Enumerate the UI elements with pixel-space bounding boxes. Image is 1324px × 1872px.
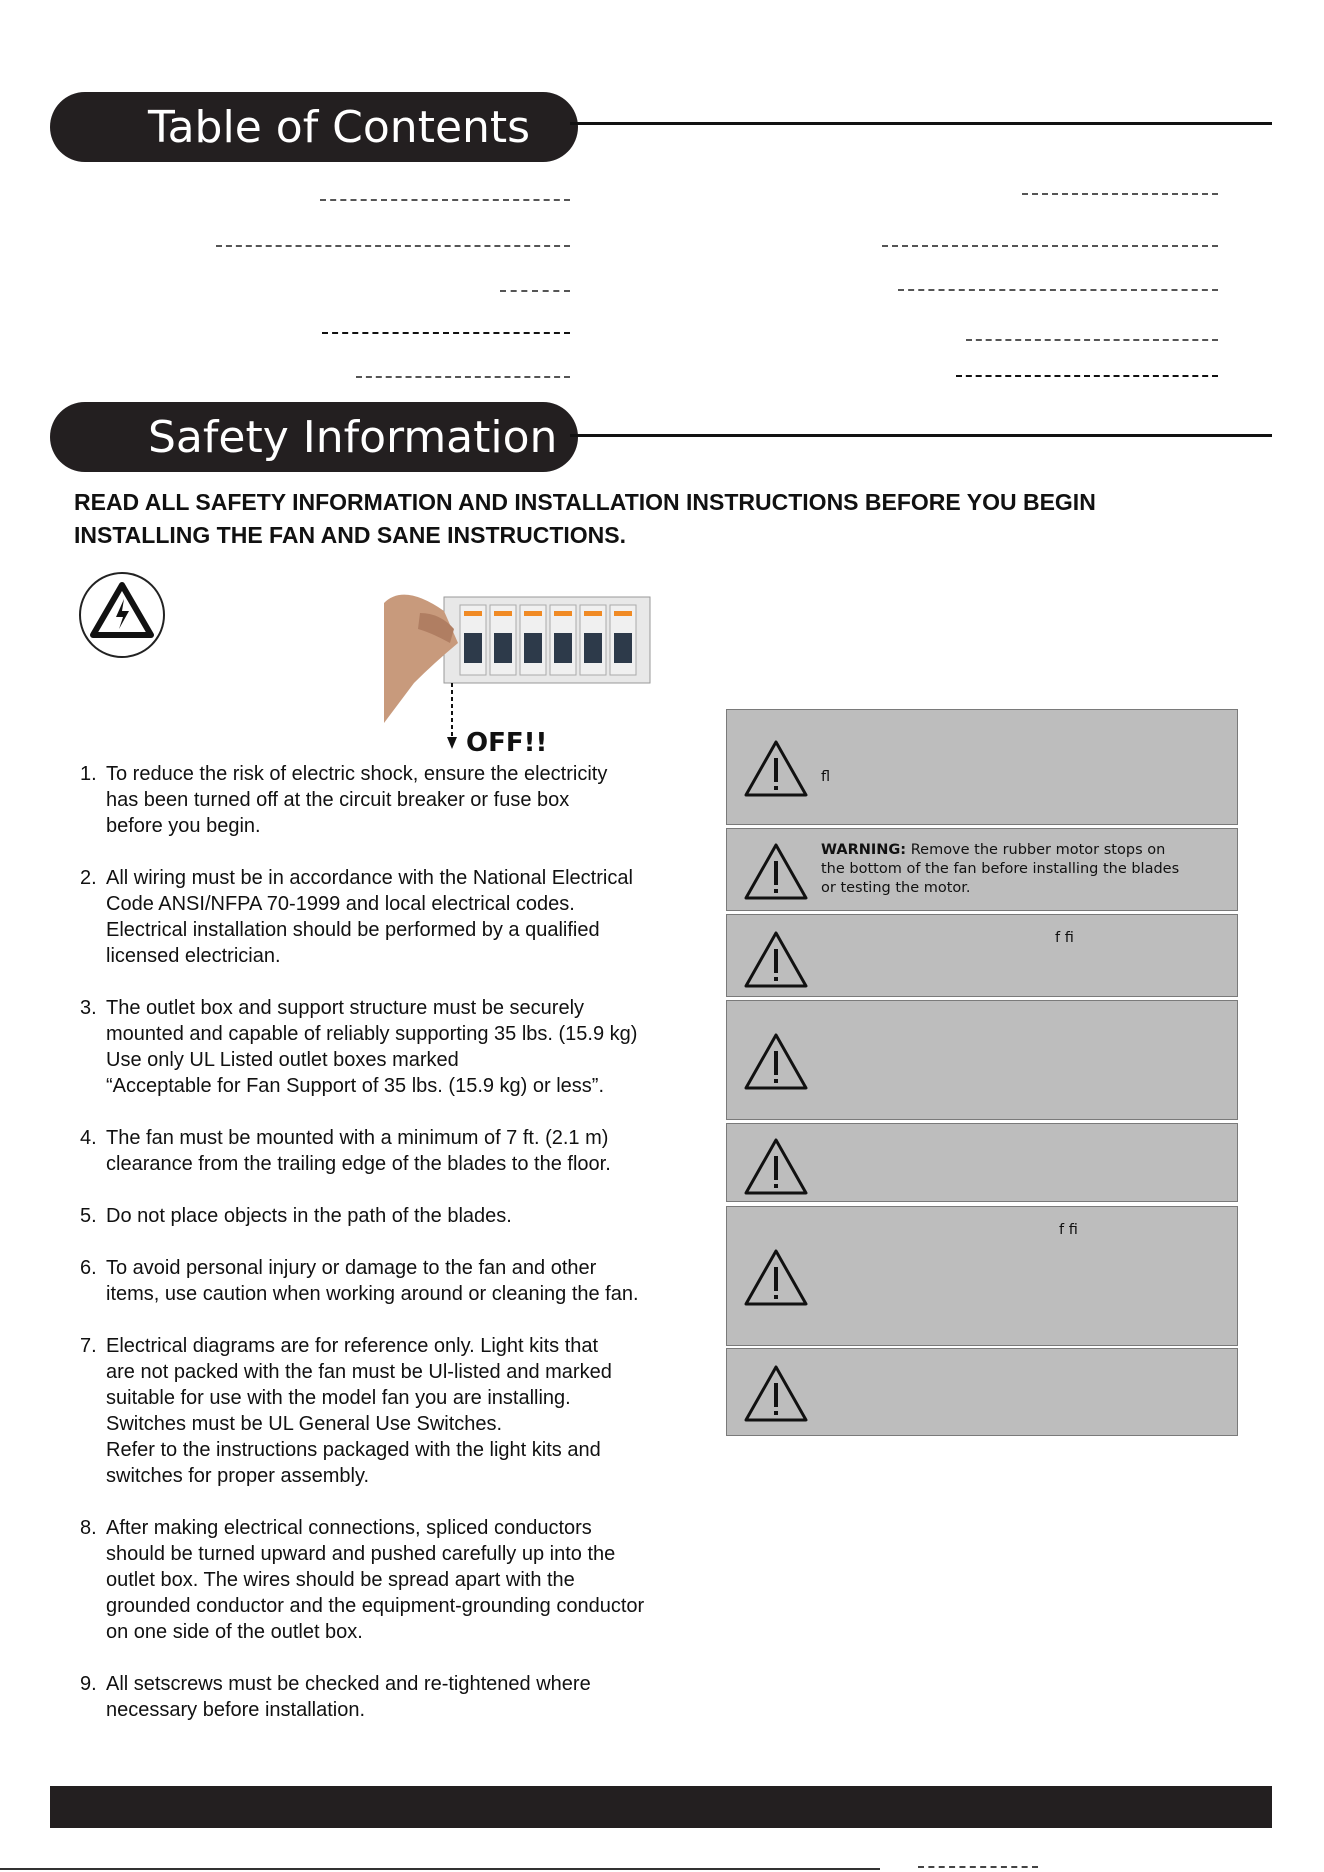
rule-line: grounded conductor and the equipment-grounding conductor bbox=[106, 1595, 645, 1617]
warning-box bbox=[726, 709, 1238, 825]
caution-triangle-icon bbox=[743, 841, 809, 901]
safety-title: Safety Information bbox=[148, 412, 558, 463]
safety-header bbox=[50, 402, 578, 472]
rule-line: on one side of the outlet box. bbox=[106, 1621, 363, 1643]
safety-rule bbox=[80, 1203, 720, 1229]
toc-header bbox=[50, 92, 578, 162]
rule-line: To reduce the risk of electric shock, ensure the electricity bbox=[106, 763, 608, 785]
warning-box bbox=[726, 1123, 1238, 1202]
safety-rule bbox=[80, 1125, 720, 1177]
safety-rule bbox=[80, 761, 720, 839]
rule-number: 3. bbox=[80, 997, 97, 1019]
safety-rule bbox=[80, 1515, 720, 1645]
toc-leader bbox=[356, 376, 570, 378]
rule-line: items, use caution when working around or cleaning the fan. bbox=[106, 1283, 639, 1305]
rule-number: 6. bbox=[80, 1257, 97, 1279]
rule-number: 7. bbox=[80, 1335, 97, 1357]
toc-header-rule bbox=[570, 122, 1272, 125]
toc-title: Table of Contents bbox=[148, 102, 531, 153]
rule-line: has been turned off at the circuit breaker or fuse box bbox=[106, 789, 570, 811]
bottom-edge-line bbox=[0, 1868, 880, 1870]
caution-triangle-icon bbox=[743, 1136, 809, 1196]
circuit-breaker-illustration bbox=[384, 583, 652, 729]
safety-rule bbox=[80, 1333, 720, 1489]
warning-label: WARNING: bbox=[821, 842, 907, 858]
rule-number: 2. bbox=[80, 867, 97, 889]
rule-line: Do not place objects in the path of the blades. bbox=[106, 1205, 512, 1227]
warning-line: the bottom of the fan before installing the blades bbox=[821, 861, 1180, 877]
warning-line: or testing the motor. bbox=[821, 880, 971, 896]
rule-number: 1. bbox=[80, 763, 97, 785]
bottom-edge-mark bbox=[918, 1866, 1038, 1872]
rule-line: switches for proper assembly. bbox=[106, 1465, 370, 1487]
toc-leader bbox=[898, 289, 1218, 291]
rule-line: before you begin. bbox=[106, 815, 261, 837]
rule-line: outlet box. The wires should be spread apart with the bbox=[106, 1569, 575, 1591]
rule-line: necessary before installation. bbox=[106, 1699, 366, 1721]
warning-text: f ﬁ bbox=[1055, 930, 1074, 946]
caution-triangle-icon bbox=[743, 929, 809, 989]
rule-number: 5. bbox=[80, 1205, 97, 1227]
rule-number: 9. bbox=[80, 1673, 97, 1695]
rule-line: The fan must be mounted with a minimum of 7 ft. (2.1 m) bbox=[106, 1127, 609, 1149]
warning-box bbox=[726, 1000, 1238, 1120]
safety-header-rule bbox=[570, 434, 1272, 437]
rule-line: Switches must be UL General Use Switches. bbox=[106, 1413, 503, 1435]
toc-leader bbox=[1022, 193, 1218, 195]
rule-line: To avoid personal injury or damage to the fan and other bbox=[106, 1257, 597, 1279]
caution-triangle-icon bbox=[743, 1363, 809, 1423]
rule-line: Use only UL Listed outlet boxes marked bbox=[106, 1049, 459, 1071]
caution-triangle-icon bbox=[743, 1247, 809, 1307]
safety-rule bbox=[80, 865, 720, 969]
toc-leader bbox=[882, 245, 1218, 247]
rule-line: Code ANSI/NFPA 70-1999 and local electrical codes. bbox=[106, 893, 575, 915]
rule-line: clearance from the trailing edge of the blades to the floor. bbox=[106, 1153, 611, 1175]
warning-box bbox=[726, 828, 1238, 911]
rule-number: 8. bbox=[80, 1517, 97, 1539]
warning-box bbox=[726, 914, 1238, 997]
safety-rule bbox=[80, 995, 720, 1099]
rule-line: should be turned upward and pushed carefully up into the bbox=[106, 1543, 616, 1565]
rule-line: After making electrical connections, spliced conductors bbox=[106, 1517, 592, 1539]
footer-bar bbox=[50, 1786, 1272, 1828]
toc-leader bbox=[956, 375, 1218, 377]
safety-rule bbox=[80, 1671, 720, 1723]
rule-line: All setscrews must be checked and re-tightened where bbox=[106, 1673, 591, 1695]
toc-leader bbox=[500, 290, 570, 292]
safety-heading-line: READ ALL SAFETY INFORMATION AND INSTALLATION INSTRUCTIONS BEFORE YOU BEGIN bbox=[74, 489, 1096, 515]
warning-text: ﬂ bbox=[821, 769, 831, 785]
warning-text: f ﬁ bbox=[1059, 1222, 1078, 1238]
rule-line: suitable for use with the model fan you are installing. bbox=[106, 1387, 571, 1409]
rule-line: Refer to the instructions packaged with the light kits and bbox=[106, 1439, 601, 1461]
rule-line: Electrical diagrams are for reference only. Light kits that bbox=[106, 1335, 599, 1357]
safety-rule bbox=[80, 1255, 720, 1307]
toc-leader bbox=[216, 245, 570, 247]
warning-box bbox=[726, 1206, 1238, 1346]
rule-line: “Acceptable for Fan Support of 35 lbs. (15.9 kg) or less”. bbox=[106, 1075, 605, 1097]
rule-line: Electrical installation should be performed by a qualified bbox=[106, 919, 600, 941]
caution-triangle-icon bbox=[743, 1031, 809, 1091]
safety-heading bbox=[74, 486, 1194, 552]
warning-box bbox=[726, 1348, 1238, 1436]
rule-line: are not packed with the fan must be Ul-listed and marked bbox=[106, 1361, 612, 1383]
rule-line: mounted and capable of reliably supporting 35 lbs. (15.9 kg) bbox=[106, 1023, 638, 1045]
toc-leader bbox=[320, 199, 570, 201]
toc-leader bbox=[322, 332, 570, 334]
warning-text bbox=[821, 841, 1221, 898]
off-label: OFF!! bbox=[466, 728, 548, 758]
electric-shock-warning-icon bbox=[78, 571, 166, 659]
caution-triangle-icon bbox=[743, 738, 809, 798]
rule-line: licensed electrician. bbox=[106, 945, 281, 967]
rule-line: All wiring must be in accordance with the National Electrical bbox=[106, 867, 633, 889]
warning-line: Remove the rubber motor stops on bbox=[906, 842, 1166, 858]
toc-leader bbox=[966, 339, 1218, 341]
safety-heading-line: INSTALLING THE FAN AND SANE INSTRUCTIONS. bbox=[74, 522, 626, 548]
rule-number: 4. bbox=[80, 1127, 97, 1149]
rule-line: The outlet box and support structure must be securely bbox=[106, 997, 585, 1019]
down-arrow-icon bbox=[446, 683, 458, 751]
